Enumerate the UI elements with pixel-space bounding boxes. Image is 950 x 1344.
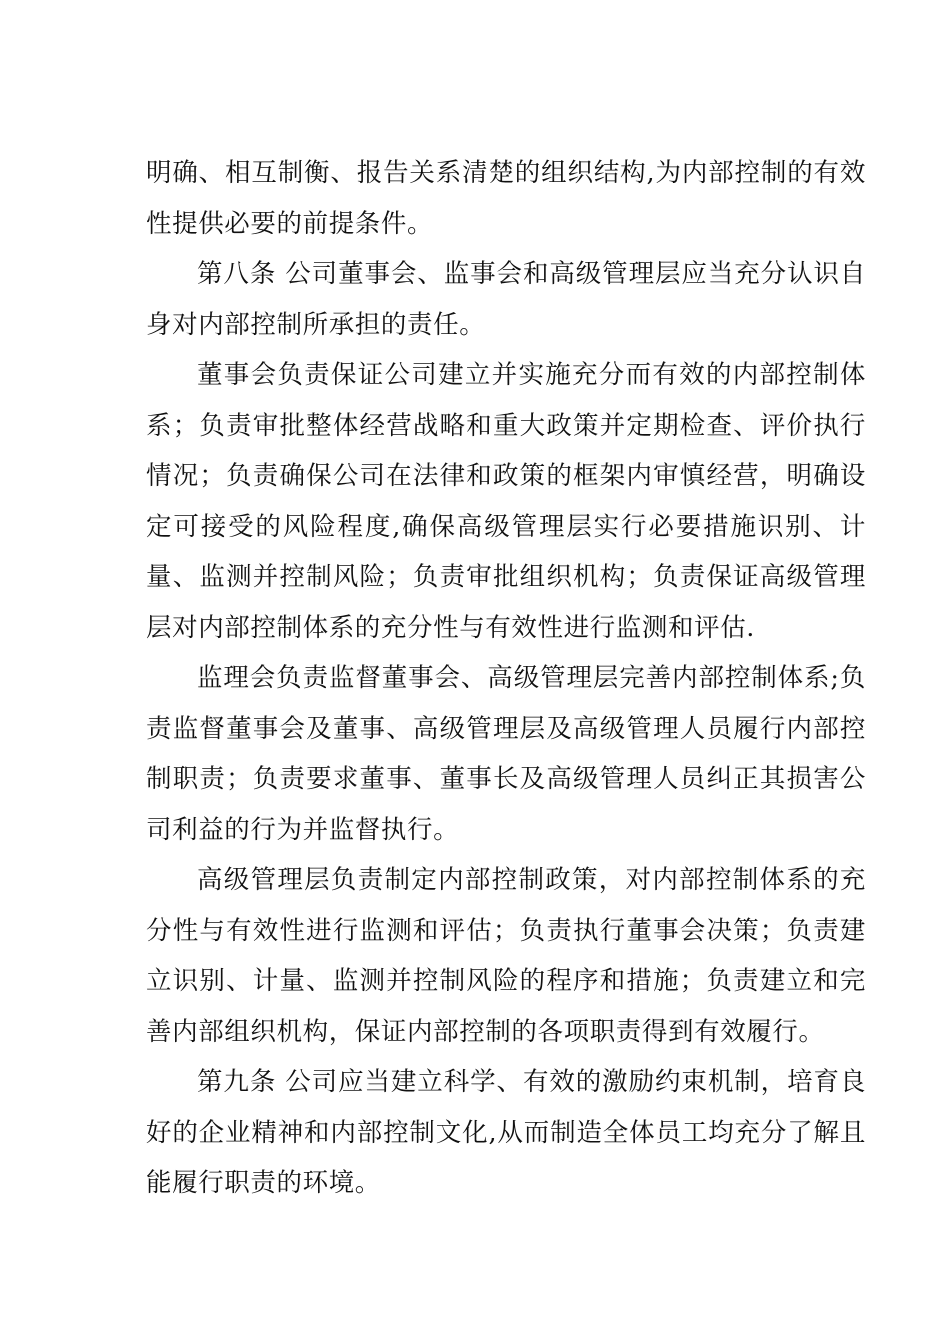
paragraph-article-9: 第九条 公司应当建立科学、有效的激励约束机制，培育良好的企业精神和内部控制文化,从而制造全体员工均充分了解且能履行职责的环境。 <box>146 1067 866 1198</box>
paragraph-continuation: 明确、相互制衡、报告关系清楚的组织结构,为内部控制的有效性提供必要的前提条件。 <box>146 158 866 239</box>
paragraph-management-duties: 高级管理层负责制定内部控制政策，对内部控制体系的充分性与有效性进行监测和评估；负责执行董事会决策；负责建立识别、计量、监测并控制风险的程序和措施；负责建立和完善内部组织机构，保证内部控制的各项职责得到有效履行。 <box>146 865 866 1047</box>
paragraph-article-8: 第八条 公司董事会、监事会和高级管理层应当充分认识自身对内部控制所承担的责任。 <box>146 259 866 340</box>
paragraph-board-duties: 董事会负责保证公司建立并实施充分而有效的内部控制体系；负责审批整体经营战略和重大政策并定期检查、评价执行情况；负责确保公司在法律和政策的框架内审慎经营，明确设定可接受的风险程度,确保高级管理层实行必要措施识别、计量、监测并控制风险；负责审批组织机构；负责保证高级管理层对内部控制体系的充分性与有效性进行监测和评估. <box>146 360 866 643</box>
document-body <box>146 148 866 1209</box>
paragraph-supervisory-duties: 监理会负责监督董事会、高级管理层完善内部控制体系;负责监督董事会及董事、高级管理层及高级管理人员履行内部控制职责；负责要求董事、董事长及高级管理人员纠正其损害公司利益的行为并监督执行。 <box>146 663 866 845</box>
